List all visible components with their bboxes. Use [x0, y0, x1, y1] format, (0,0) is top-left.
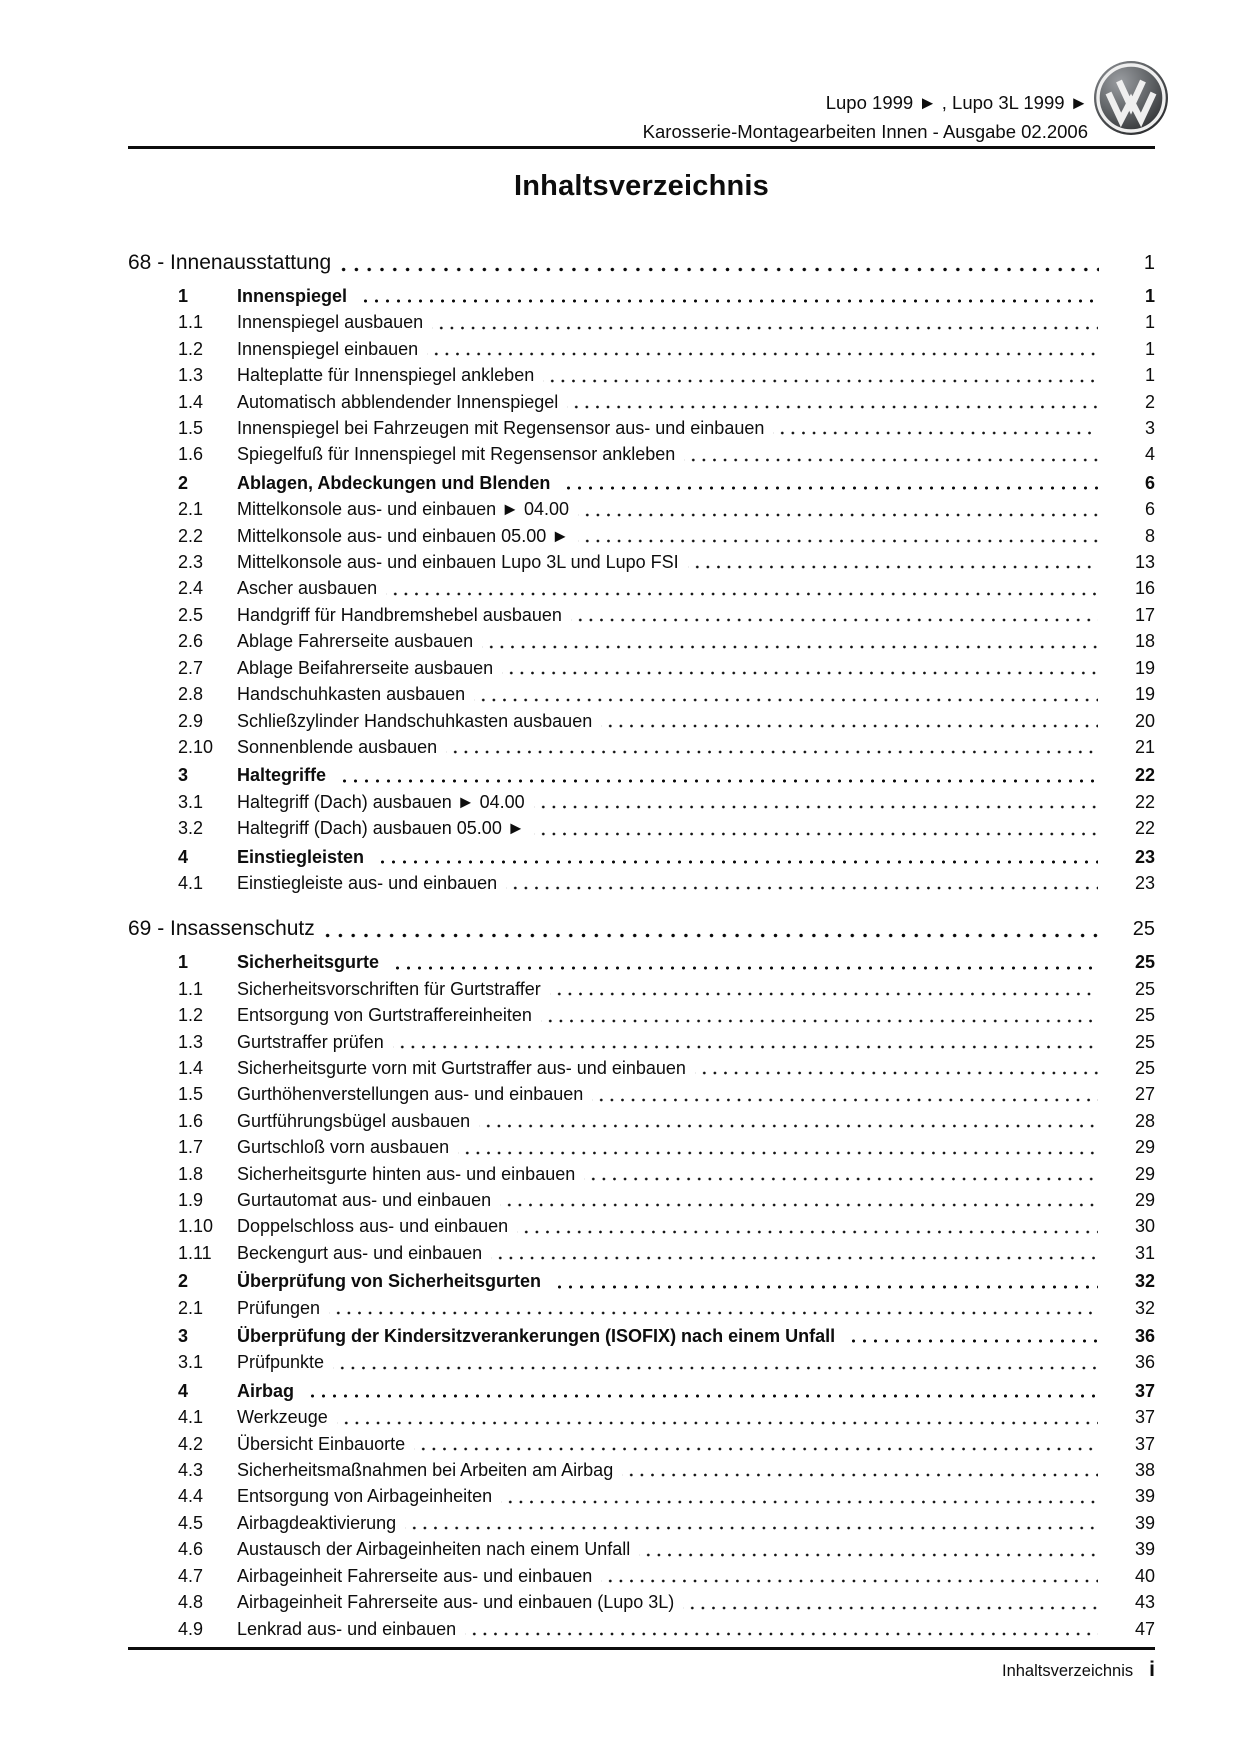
toc-entry-title: Doppelschloss aus- und einbauen [237, 1216, 509, 1237]
toc-entry-row [128, 415, 1155, 441]
toc-entry-title: Werkzeuge [237, 1407, 328, 1428]
toc-entry-title: Innenspiegel einbauen [237, 338, 419, 359]
dot-leader [639, 1536, 1098, 1562]
footer-label: Inhaltsverzeichnis [1002, 1662, 1134, 1680]
toc-entry-title: Einstiegleisten [237, 846, 365, 867]
toc-entry-title: Sicherheitsmaßnahmen bei Arbeiten am Airbag [237, 1460, 614, 1481]
dot-leader [502, 655, 1098, 681]
toc-entry-row [128, 309, 1155, 335]
toc-page-number: 25 [1132, 918, 1155, 941]
dot-leader [534, 815, 1098, 841]
toc-chapter-label: 69 - Insassenschutz [128, 917, 315, 941]
toc-page-number: 38 [1134, 1460, 1155, 1481]
toc-entry-row [128, 1536, 1155, 1562]
toc-entry-number: 4.1 [178, 1407, 204, 1428]
toc-entry-number: 2 [178, 1271, 189, 1292]
toc-entry-number: 2.1 [178, 1297, 204, 1318]
toc-page-number: 23 [1134, 872, 1155, 893]
toc-entry-number: 4 [178, 1380, 189, 1401]
toc-entry-row [128, 655, 1155, 681]
toc-entry-row [128, 1002, 1155, 1028]
toc-entry-row [128, 1268, 1155, 1294]
toc-page-number: 27 [1134, 1084, 1155, 1105]
toc-page-number: 1 [1144, 338, 1155, 359]
toc-entry-row [128, 1378, 1155, 1404]
toc-page-number: 22 [1134, 818, 1155, 839]
dot-leader [517, 1213, 1098, 1239]
toc-entry-row [128, 575, 1155, 601]
toc-entry-title: Ablage Fahrerseite ausbauen [237, 631, 474, 652]
dot-leader [474, 681, 1098, 707]
dot-leader [333, 1349, 1098, 1375]
toc-page-number: 29 [1134, 1163, 1155, 1184]
toc-page-number: 1 [1144, 312, 1155, 333]
toc-entry-number: 2.10 [178, 736, 214, 757]
dot-leader [584, 1161, 1098, 1187]
toc-entry-row [128, 681, 1155, 707]
toc-page-number: 39 [1134, 1486, 1155, 1507]
toc-entry-row [128, 815, 1155, 841]
toc-entry-title: Prüfungen [237, 1297, 321, 1318]
toc-page-number: 3 [1144, 418, 1155, 439]
dot-leader [571, 602, 1098, 628]
toc-entry-row [128, 283, 1155, 309]
dot-leader [550, 976, 1098, 1002]
toc-entry-number: 3 [178, 765, 189, 786]
toc-entry-number: 2.8 [178, 684, 204, 705]
page-header [128, 88, 1088, 146]
toc-entry-title: Entsorgung von Airbageinheiten [237, 1486, 493, 1507]
toc-entry-number: 1.2 [178, 338, 204, 359]
toc-entry-row [128, 362, 1155, 388]
toc-entry-number: 4.8 [178, 1592, 204, 1613]
toc-entry-title: Mittelkonsole aus- und einbauen ► 04.00 [237, 499, 570, 520]
toc-page-number: 19 [1134, 657, 1155, 678]
toc-entry-number: 4.1 [178, 872, 204, 893]
dot-leader [482, 628, 1098, 654]
toc-chapter-label: 68 - Innenausstattung [128, 251, 332, 274]
dot-leader [559, 470, 1098, 496]
toc-entry-number: 1 [178, 952, 189, 973]
toc-entry-title: Sicherheitsgurte hinten aus- und einbauen [237, 1163, 576, 1184]
toc-entry-title: Sicherheitsvorschriften für Gurtstraffer [237, 978, 541, 999]
toc-entry-row [128, 1055, 1155, 1081]
toc-entry-row [128, 762, 1155, 788]
toc-page-number: 29 [1134, 1190, 1155, 1210]
toc-page-number: 22 [1134, 791, 1155, 812]
toc-page-number: 28 [1134, 1110, 1155, 1131]
toc-entry-number: 1.1 [178, 312, 204, 333]
toc-entry-title: Gurtautomat aus- und einbauen [237, 1190, 492, 1210]
toc-entry-title: Airbageinheit Fahrerseite aus- und einbauen [237, 1565, 593, 1586]
toc-entry-title: Innenspiegel bei Fahrzeugen mit Regensensor aus- und einbauen [237, 418, 765, 439]
toc-entry-number: 1.9 [178, 1190, 204, 1210]
toc-entry-title: Prüfpunkte [237, 1352, 325, 1373]
toc-entry-title: Einstiegleiste aus- und einbauen [237, 872, 498, 893]
toc-entry-number: 4.9 [178, 1618, 204, 1639]
toc-entry-number: 1.6 [178, 1110, 204, 1131]
toc-entry-row [128, 470, 1155, 496]
toc-page-number: 20 [1134, 710, 1155, 731]
toc-page-number: 13 [1134, 552, 1155, 573]
toc-entry-title: Halteplatte für Innenspiegel ankleben [237, 365, 535, 386]
toc-page-number: 25 [1134, 952, 1155, 973]
toc-entry-title: Airbageinheit Fahrerseite aus- und einbauen (Lupo 3L) [237, 1592, 675, 1613]
dot-leader [601, 1563, 1098, 1589]
dot-leader [500, 1187, 1098, 1213]
dot-leader [405, 1510, 1098, 1536]
toc-entry-number: 1.1 [178, 978, 204, 999]
toc-page-number: 6 [1144, 499, 1155, 520]
dot-leader [386, 575, 1098, 601]
toc-page-number: 8 [1144, 525, 1155, 546]
toc-entry-row [128, 1134, 1155, 1160]
dot-leader [393, 1029, 1098, 1055]
toc-page-number: 23 [1134, 846, 1155, 867]
toc-entry-row [128, 708, 1155, 734]
toc-entry-title: Gurthöhenverstellungen aus- und einbauen [237, 1084, 584, 1105]
toc-entry-number: 1 [178, 286, 189, 306]
dot-leader [491, 1240, 1098, 1266]
toc-entry-title: Innenspiegel [237, 286, 348, 306]
toc-entry-row [128, 1081, 1155, 1107]
toc-page-number: 32 [1134, 1271, 1155, 1292]
dot-leader [427, 336, 1098, 362]
toc-page-number: 30 [1134, 1216, 1155, 1237]
toc-entry-row [128, 496, 1155, 522]
toc-entry-number: 1.4 [178, 391, 204, 412]
toc-entry-row [128, 1240, 1155, 1266]
dot-leader [541, 1002, 1098, 1028]
toc-entry-title: Sicherheitsgurte vorn mit Gurtstraffer aus- und einbauen [237, 1057, 686, 1078]
dot-leader [446, 734, 1098, 760]
toc-entry-title: Spiegelfuß für Innenspiegel mit Regensensor ankleben [237, 444, 676, 465]
toc-entry-number: 2.1 [178, 499, 204, 520]
toc-page-number: 43 [1134, 1592, 1155, 1613]
toc-page-number: 22 [1134, 765, 1155, 786]
toc-entry-title: Sicherheitsgurte [237, 952, 380, 973]
toc-entry-row [128, 734, 1155, 760]
toc-page-number: 32 [1134, 1297, 1155, 1318]
toc-page-number: 40 [1134, 1565, 1155, 1586]
toc-entry-number: 2.3 [178, 552, 204, 573]
toc-entry-number: 2.4 [178, 578, 204, 599]
toc-page-number: 6 [1144, 472, 1155, 493]
toc-chapter-row [128, 912, 1155, 946]
toc-entry-number: 1.8 [178, 1163, 204, 1184]
dot-leader [578, 523, 1098, 549]
dot-leader [622, 1457, 1098, 1483]
toc-entry-row [128, 1404, 1155, 1430]
table-of-contents [128, 246, 1155, 1642]
toc-entry-title: Mittelkonsole aus- und einbauen Lupo 3L und Lupo FSI [237, 552, 679, 573]
dot-leader [567, 389, 1098, 415]
toc-entry-title: Ascher ausbauen [237, 578, 378, 599]
toc-page-number: 29 [1134, 1137, 1155, 1158]
toc-page-number: 4 [1144, 444, 1155, 465]
toc-entry-row [128, 1323, 1155, 1349]
toc-entry-number: 2 [178, 472, 189, 493]
toc-entry-number: 3.1 [178, 1352, 204, 1373]
toc-page-number: 31 [1134, 1242, 1155, 1263]
toc-entry-row [128, 870, 1155, 896]
toc-entry-row [128, 602, 1155, 628]
toc-page-number: 17 [1134, 604, 1155, 625]
toc-entry-title: Automatisch abblendender Innenspiegel [237, 391, 559, 412]
header-model-line: Lupo 1999 ► , Lupo 3L 1999 ► [825, 92, 1088, 113]
toc-entry-number: 1.7 [178, 1137, 204, 1158]
toc-entry-title: Lenkrad aus- und einbauen [237, 1618, 457, 1639]
dot-leader [501, 1483, 1098, 1509]
toc-page-number: 37 [1134, 1433, 1155, 1454]
dot-leader [773, 415, 1098, 441]
toc-entry-row [128, 976, 1155, 1002]
footer-divider [128, 1647, 1155, 1650]
toc-entry-title: Gurtschloß vorn ausbauen [237, 1137, 450, 1158]
toc-entry-title: Haltegriff (Dach) ausbauen ► 04.00 [237, 791, 525, 812]
toc-entry-title: Ablagen, Abdeckungen und Blenden [237, 472, 551, 493]
toc-entry-row [128, 549, 1155, 575]
toc-entry-number: 1.11 [178, 1242, 212, 1263]
toc-entry-number: 2.9 [178, 710, 204, 731]
toc-entry-number: 4.5 [178, 1512, 204, 1533]
toc-entry-number: 4.6 [178, 1539, 204, 1560]
toc-page-number: 1 [1143, 252, 1155, 274]
toc-entry-title: Handschuhkasten ausbauen [237, 684, 466, 705]
dot-leader [683, 1589, 1098, 1615]
toc-entry-number: 2.6 [178, 631, 204, 652]
dot-leader [432, 309, 1098, 335]
toc-entry-row [128, 628, 1155, 654]
toc-entry-number: 4 [178, 846, 189, 867]
page-title: Inhaltsverzeichnis [513, 170, 770, 202]
toc-page-number: 2 [1144, 391, 1155, 412]
dot-leader [534, 789, 1098, 815]
toc-entry-row [128, 1161, 1155, 1187]
toc-entry-number: 1.2 [178, 1005, 204, 1026]
toc-entry-row [128, 949, 1155, 975]
dot-leader [684, 441, 1098, 467]
toc-entry-title: Haltegriff (Dach) ausbauen 05.00 ► [237, 818, 525, 839]
toc-entry-row [128, 1510, 1155, 1536]
toc-entry-title: Sonnenblende ausbauen [237, 736, 438, 757]
toc-entry-title: Überprüfung der Kindersitzverankerungen (ISOFIX) nach einem Unfall [237, 1326, 836, 1347]
dot-leader [479, 1108, 1098, 1134]
toc-entry-number: 4.3 [178, 1460, 204, 1481]
toc-entry-title: Austausch der Airbageinheiten nach einem Unfall [237, 1539, 631, 1560]
toc-page-number: 1 [1144, 365, 1155, 386]
toc-page-number: 37 [1134, 1380, 1155, 1401]
toc-entry-number: 3 [178, 1326, 189, 1347]
toc-entry-row [128, 389, 1155, 415]
toc-entry-number: 1.3 [178, 365, 204, 386]
toc-entry-number: 3.1 [178, 791, 204, 812]
toc-entry-title: Innenspiegel ausbauen [237, 312, 424, 333]
toc-entry-number: 1.3 [178, 1031, 204, 1052]
dot-leader [550, 1268, 1098, 1294]
dot-leader [695, 1055, 1098, 1081]
toc-entry-row [128, 1213, 1155, 1239]
dot-leader [688, 549, 1098, 575]
toc-entry-row [128, 844, 1155, 870]
toc-entry-number: 4.2 [178, 1433, 204, 1454]
dot-leader [506, 870, 1098, 896]
toc-page-number: 25 [1134, 1057, 1155, 1078]
toc-entry-row [128, 1431, 1155, 1457]
toc-entry-title: Airbag [237, 1380, 295, 1401]
toc-entry-row [128, 1457, 1155, 1483]
toc-entry-row [128, 789, 1155, 815]
toc-entry-row [128, 1349, 1155, 1375]
page-footer [128, 1658, 1155, 1682]
toc-page-number: 16 [1134, 578, 1155, 599]
toc-entry-row [128, 1589, 1155, 1615]
toc-page-number: 47 [1134, 1618, 1155, 1639]
toc-page-number: 18 [1134, 631, 1155, 652]
toc-entry-number: 4.7 [178, 1565, 204, 1586]
toc-entry-row [128, 1616, 1155, 1642]
toc-entry-row [128, 336, 1155, 362]
toc-entry-title: Airbagdeaktivierung [237, 1512, 397, 1533]
toc-entry-number: 1.5 [178, 1084, 204, 1105]
toc-entry-number: 1.5 [178, 418, 204, 439]
toc-page-number: 1 [1144, 286, 1155, 306]
toc-entry-number: 1.4 [178, 1057, 204, 1078]
toc-entry-number: 2.2 [178, 525, 204, 546]
dot-leader [592, 1081, 1098, 1107]
toc-entry-row [128, 1029, 1155, 1055]
footer-page-number: i [1149, 1658, 1155, 1681]
toc-entry-title: Gurtführungsbügel ausbauen [237, 1110, 471, 1131]
toc-page-number: 39 [1134, 1539, 1155, 1560]
dot-leader [329, 1295, 1098, 1321]
dot-leader [844, 1323, 1098, 1349]
dot-leader [335, 762, 1098, 788]
toc-entry-title: Gurtstraffer prüfen [237, 1031, 384, 1052]
dot-leader [458, 1134, 1098, 1160]
dot-leader [601, 708, 1098, 734]
toc-entry-row [128, 1187, 1155, 1213]
toc-page-number: 25 [1134, 1031, 1155, 1052]
header-doc-line: Karosserie-Montagearbeiten Innen - Ausgabe 02.2006 [642, 121, 1088, 142]
toc-page-number: 25 [1134, 1005, 1155, 1026]
toc-entry-number: 1.10 [178, 1216, 214, 1237]
header-divider [128, 146, 1155, 149]
toc-entry-number: 3.2 [178, 818, 204, 839]
toc-entry-title: Mittelkonsole aus- und einbauen 05.00 ► [237, 525, 570, 546]
toc-entry-row [128, 1563, 1155, 1589]
dot-leader [356, 283, 1098, 309]
toc-entry-title: Entsorgung von Gurtstraffereinheiten [237, 1005, 532, 1026]
toc-entry-row [128, 1108, 1155, 1134]
toc-entry-row [128, 523, 1155, 549]
dot-leader [340, 246, 1099, 280]
dot-leader [324, 912, 1099, 946]
toc-page-number: 36 [1134, 1326, 1155, 1347]
toc-entry-title: Haltegriffe [237, 765, 327, 786]
toc-entry-number: 2.5 [178, 604, 204, 625]
toc-page-number: 19 [1134, 684, 1155, 705]
dot-leader [465, 1616, 1098, 1642]
toc-entry-row [128, 441, 1155, 467]
toc-page-number: 37 [1134, 1407, 1155, 1428]
dot-leader [414, 1431, 1098, 1457]
dot-leader [337, 1404, 1098, 1430]
toc-entry-row [128, 1295, 1155, 1321]
dot-leader [578, 496, 1098, 522]
toc-chapter-row [128, 246, 1155, 280]
dot-leader [373, 844, 1098, 870]
dot-leader [303, 1378, 1098, 1404]
toc-entry-title: Übersicht Einbauorte [237, 1433, 406, 1454]
vw-logo-icon [1093, 60, 1169, 136]
toc-page-number: 36 [1134, 1352, 1155, 1373]
dot-leader [543, 362, 1098, 388]
toc-entry-title: Beckengurt aus- und einbauen [237, 1242, 483, 1263]
toc-page-number: 21 [1134, 736, 1155, 757]
toc-entry-title: Schließzylinder Handschuhkasten ausbauen [237, 710, 593, 731]
toc-entry-number: 2.7 [178, 657, 204, 678]
toc-entry-title: Ablage Beifahrerseite ausbauen [237, 657, 494, 678]
toc-entry-title: Handgriff für Handbremshebel ausbauen [237, 604, 562, 625]
toc-page-number: 25 [1134, 978, 1155, 999]
toc-entry-number: 4.4 [178, 1486, 204, 1507]
toc-entry-title: Überprüfung von Sicherheitsgurten [237, 1271, 542, 1292]
toc-page-number: 39 [1134, 1512, 1155, 1533]
toc-entry-row [128, 1483, 1155, 1509]
dot-leader [388, 949, 1098, 975]
toc-entry-number: 1.6 [178, 444, 204, 465]
